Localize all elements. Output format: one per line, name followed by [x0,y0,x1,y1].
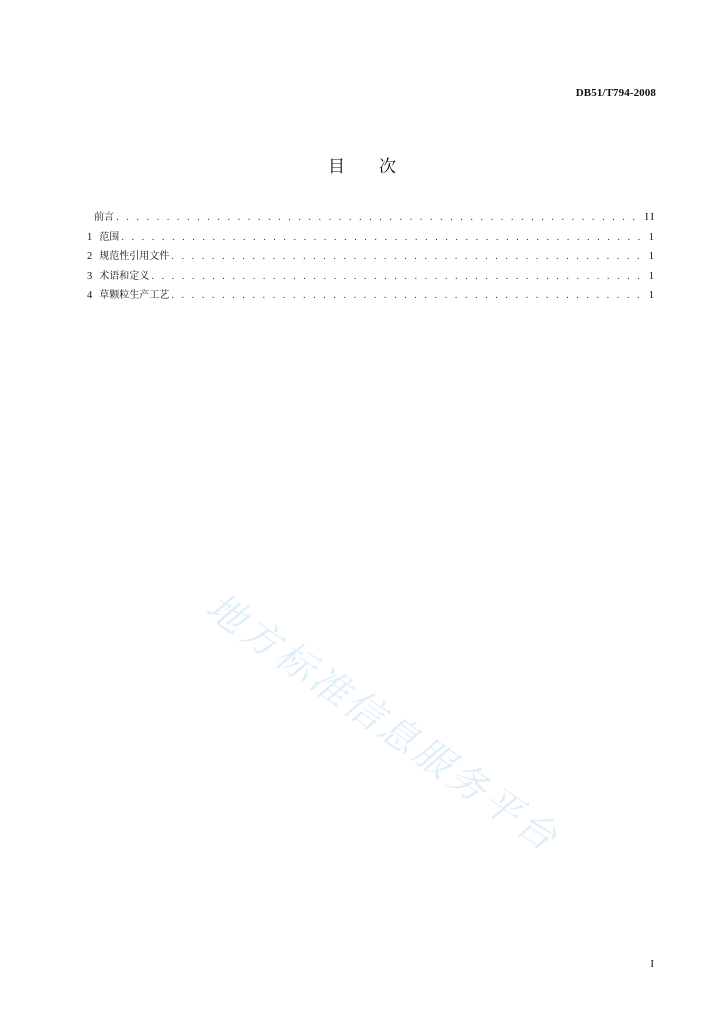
toc-leader-dots [121,229,645,249]
document-code: DB51/T794-2008 [575,87,656,99]
toc-entry-scope[interactable] [87,228,656,248]
toc-entry-terms-definitions[interactable] [87,267,656,287]
toc-entry-label: 范围 [99,231,120,243]
page-number: I [650,958,654,970]
toc-leader-dots [171,287,645,307]
toc-entry-preface[interactable] [87,208,656,228]
watermark-text: 地方标准信息服务平台 [198,584,568,862]
toc-entry-page: 1 [648,251,656,263]
toc-entry-label: 草颗粒生产工艺 [99,290,170,302]
toc-entry-page: 1 [648,270,656,282]
toc-entry-page: 1 [648,290,656,302]
table-of-contents [87,208,656,306]
toc-leader-dots [151,268,645,288]
toc-entry-label: 前言 [94,212,114,223]
toc-entry-normative-references[interactable] [87,247,656,267]
toc-leader-dots [171,248,645,268]
toc-entry-number: 4 [87,290,93,302]
toc-entry-number: 2 [87,251,93,263]
toc-entry-page: 1 [648,231,656,243]
toc-entry-label: 规范性引用文件 [99,251,170,263]
toc-entry-label: 术语和定义 [99,270,150,282]
toc-entry-page: II [645,212,656,223]
toc-entry-number: 3 [87,270,93,282]
toc-leader-dots [116,209,641,229]
toc-entry-production-process[interactable] [87,286,656,306]
page-title: 目 次 [328,157,396,177]
toc-entry-number: 1 [87,231,93,243]
